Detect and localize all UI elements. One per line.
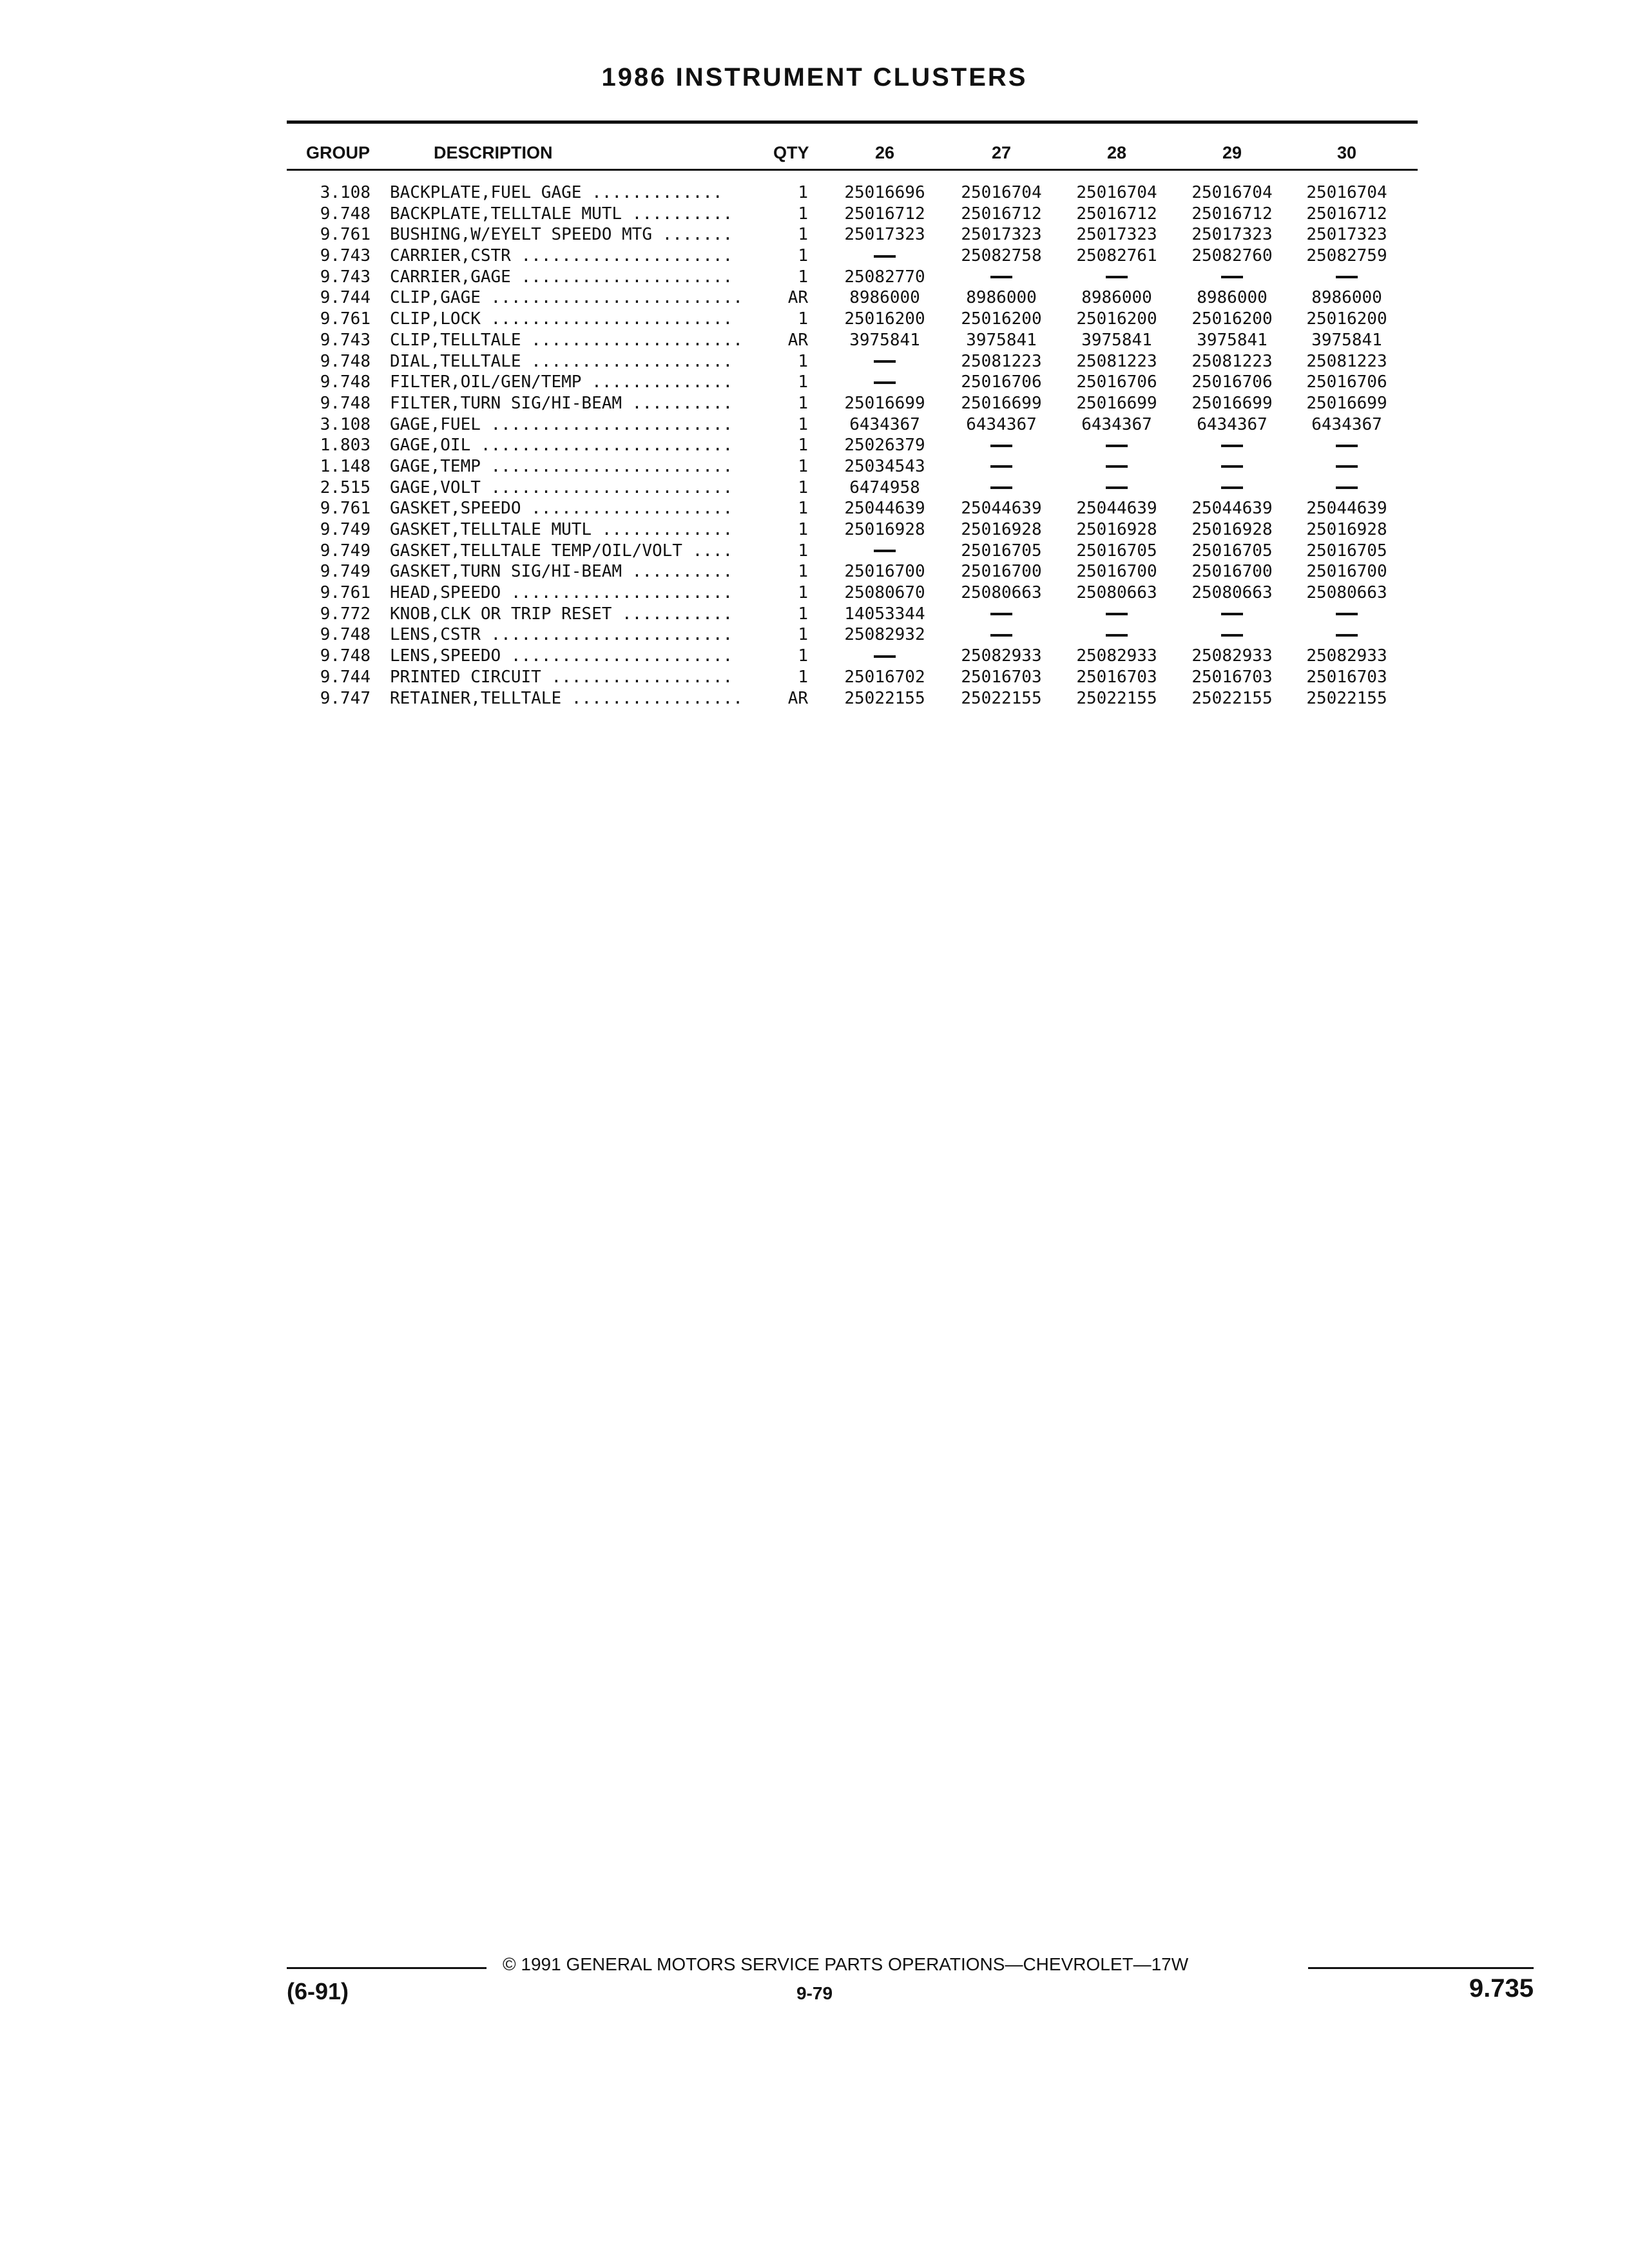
row-description: GAGE,TEMP ........................ xyxy=(390,456,733,476)
not-applicable-dash xyxy=(990,276,1012,278)
row-group: 9.743 xyxy=(320,267,371,287)
row-qty: 1 xyxy=(787,393,808,414)
header-col-29: 29 xyxy=(1222,143,1242,162)
footer-section-number: 9.735 xyxy=(1469,1974,1534,2003)
not-applicable-dash xyxy=(1106,486,1128,489)
row-group: 9.749 xyxy=(320,520,371,539)
row-part-number xyxy=(1289,604,1405,624)
table-row xyxy=(0,267,1629,288)
row-qty: 1 xyxy=(787,309,808,329)
row-part-number: 25016705 xyxy=(1306,541,1387,561)
row-part-number: 25016706 xyxy=(1191,372,1273,392)
row-part-number: 25016702 xyxy=(844,667,925,687)
not-applicable-dash xyxy=(1221,445,1243,447)
row-part-number: 6434367 xyxy=(1081,414,1152,434)
row-part-number xyxy=(827,372,943,392)
row-part-number: 25016928 xyxy=(1076,520,1157,539)
row-part-number: 3975841 xyxy=(966,330,1037,350)
row-part-number: 25017323 xyxy=(844,225,925,245)
row-part-number: 25016200 xyxy=(844,309,925,329)
header-col-27: 27 xyxy=(991,143,1012,162)
table-row xyxy=(0,204,1629,225)
row-part-number xyxy=(827,245,943,266)
row-part-number: 25016699 xyxy=(1306,393,1387,413)
row-part-number xyxy=(827,541,943,561)
row-group: 9.748 xyxy=(320,351,371,371)
row-part-number xyxy=(1174,624,1290,645)
table-row xyxy=(0,561,1629,582)
row-part-number xyxy=(1174,456,1290,477)
not-applicable-dash xyxy=(1221,276,1243,278)
row-group: 2.515 xyxy=(320,477,371,497)
not-applicable-dash xyxy=(1336,445,1358,447)
row-qty: 1 xyxy=(787,456,808,477)
row-description: CLIP,LOCK ........................ xyxy=(390,309,733,329)
table-row xyxy=(0,351,1629,372)
not-applicable-dash xyxy=(990,634,1012,637)
row-part-number: 25016706 xyxy=(1306,372,1387,392)
row-part-number xyxy=(827,351,943,372)
row-part-number: 25016704 xyxy=(1076,183,1157,202)
row-qty: 1 xyxy=(787,435,808,456)
row-group: 9.748 xyxy=(320,393,371,413)
row-part-number: 25080663 xyxy=(1306,583,1387,603)
row-description: GAGE,VOLT ........................ xyxy=(390,477,733,497)
row-part-number xyxy=(1059,604,1175,624)
table-row xyxy=(0,667,1629,688)
row-qty: 1 xyxy=(787,267,808,287)
row-description: PRINTED CIRCUIT .................. xyxy=(390,667,733,687)
not-applicable-dash xyxy=(874,381,896,384)
row-part-number xyxy=(1289,267,1405,287)
not-applicable-dash xyxy=(1221,486,1243,489)
row-part-number: 25016200 xyxy=(1191,309,1273,329)
not-applicable-dash xyxy=(990,486,1012,489)
row-part-number: 6434367 xyxy=(849,414,920,434)
row-part-number: 3975841 xyxy=(1311,330,1382,350)
row-part-number: 25016928 xyxy=(1191,520,1273,539)
row-part-number xyxy=(943,456,1059,477)
row-part-number xyxy=(1059,477,1175,498)
row-part-number: 25016700 xyxy=(1191,562,1273,582)
row-part-number: 25016700 xyxy=(1076,562,1157,582)
row-description: BACKPLATE,TELLTALE MUTL .......... xyxy=(390,204,733,224)
not-applicable-dash xyxy=(990,613,1012,615)
row-part-number: 25016200 xyxy=(961,309,1042,329)
header-col-26: 26 xyxy=(874,143,895,162)
row-part-number: 25044639 xyxy=(961,499,1042,519)
header-col-30: 30 xyxy=(1336,143,1357,162)
row-part-number xyxy=(943,435,1059,456)
row-qty: 1 xyxy=(787,224,808,245)
row-group: 9.748 xyxy=(320,372,371,392)
row-part-number: 25044639 xyxy=(1306,499,1387,519)
row-part-number: 25022155 xyxy=(1191,688,1273,708)
row-part-number xyxy=(943,624,1059,645)
row-qty: 1 xyxy=(787,646,808,666)
row-group: 9.761 xyxy=(320,583,371,603)
row-part-number: 8986000 xyxy=(1081,288,1152,308)
row-part-number: 25082933 xyxy=(961,646,1042,666)
row-description: RETAINER,TELLTALE ................. xyxy=(390,688,743,708)
row-group: 3.108 xyxy=(320,183,371,202)
row-part-number: 25044639 xyxy=(1191,499,1273,519)
row-part-number: 3975841 xyxy=(849,330,920,350)
row-qty: 1 xyxy=(787,414,808,435)
row-description: HEAD,SPEEDO ...................... xyxy=(390,583,733,603)
row-part-number: 25034543 xyxy=(844,456,925,476)
row-part-number: 25081223 xyxy=(1191,351,1273,371)
not-applicable-dash xyxy=(874,360,896,363)
row-part-number xyxy=(943,267,1059,287)
row-part-number: 6434367 xyxy=(1311,414,1382,434)
row-part-number: 25022155 xyxy=(961,688,1042,708)
row-part-number: 25082761 xyxy=(1076,246,1157,266)
not-applicable-dash xyxy=(1106,276,1128,278)
not-applicable-dash xyxy=(990,465,1012,468)
not-applicable-dash xyxy=(1221,634,1243,637)
row-description: CLIP,GAGE ......................... xyxy=(390,288,743,308)
not-applicable-dash xyxy=(1336,613,1358,615)
row-part-number: 25022155 xyxy=(1076,688,1157,708)
row-part-number xyxy=(943,477,1059,498)
row-part-number: 25016700 xyxy=(1306,562,1387,582)
table-row xyxy=(0,182,1629,204)
not-applicable-dash xyxy=(1106,634,1128,637)
row-group: 1.148 xyxy=(320,456,371,476)
row-part-number: 8986000 xyxy=(849,288,920,308)
row-part-number: 3975841 xyxy=(1081,330,1152,350)
row-part-number: 25016200 xyxy=(1076,309,1157,329)
row-description: GASKET,SPEEDO .................... xyxy=(390,499,733,519)
row-group: 9.744 xyxy=(320,288,371,308)
row-part-number xyxy=(1174,604,1290,624)
row-qty: 1 xyxy=(787,498,808,519)
row-part-number: 25016712 xyxy=(844,204,925,224)
row-part-number xyxy=(1174,435,1290,456)
row-part-number: 25016700 xyxy=(961,562,1042,582)
parts-table xyxy=(0,182,1629,709)
row-part-number: 25016928 xyxy=(961,520,1042,539)
row-part-number: 25016704 xyxy=(961,183,1042,202)
table-row xyxy=(0,393,1629,414)
row-description: DIAL,TELLTALE .................... xyxy=(390,351,733,371)
row-qty: 1 xyxy=(787,477,808,498)
row-group: 9.748 xyxy=(320,625,371,645)
table-row xyxy=(0,435,1629,456)
row-description: CLIP,TELLTALE ..................... xyxy=(390,330,743,350)
row-part-number: 25022155 xyxy=(1306,688,1387,708)
row-part-number: 25081223 xyxy=(1306,351,1387,371)
not-applicable-dash xyxy=(990,445,1012,447)
row-part-number: 25016705 xyxy=(961,541,1042,561)
row-part-number: 25080670 xyxy=(844,583,925,603)
row-part-number: 25082759 xyxy=(1306,246,1387,266)
row-part-number: 25017323 xyxy=(1306,225,1387,245)
row-description: BUSHING,W/EYELT SPEEDO MTG ....... xyxy=(390,225,733,245)
row-part-number: 25082760 xyxy=(1191,246,1273,266)
row-qty: 1 xyxy=(787,245,808,266)
row-part-number: 25017323 xyxy=(1191,225,1273,245)
row-qty: 1 xyxy=(787,667,808,687)
row-part-number xyxy=(1059,267,1175,287)
row-part-number: 25016704 xyxy=(1191,183,1273,202)
table-row xyxy=(0,330,1629,351)
row-qty: 1 xyxy=(787,624,808,645)
not-applicable-dash xyxy=(874,655,896,658)
row-part-number: 25016705 xyxy=(1191,541,1273,561)
row-qty: AR xyxy=(787,288,808,308)
header-bottom-rule xyxy=(287,169,1418,171)
row-description: CARRIER,GAGE ..................... xyxy=(390,267,733,287)
row-part-number: 25082770 xyxy=(844,267,925,287)
row-part-number: 25016703 xyxy=(961,667,1042,687)
row-part-number: 25080663 xyxy=(961,583,1042,603)
row-part-number: 25016928 xyxy=(844,520,925,539)
row-part-number: 25016706 xyxy=(1076,372,1157,392)
row-description: GASKET,TURN SIG/HI-BEAM .......... xyxy=(390,562,733,582)
row-qty: 1 xyxy=(787,372,808,392)
footer-rule-right xyxy=(1308,1967,1534,1969)
row-part-number: 14053344 xyxy=(844,604,925,624)
row-part-number: 25082933 xyxy=(1191,646,1273,666)
row-part-number: 25044639 xyxy=(844,499,925,519)
row-part-number xyxy=(1059,456,1175,477)
row-part-number: 25016696 xyxy=(844,183,925,202)
table-row xyxy=(0,646,1629,667)
table-row xyxy=(0,498,1629,519)
row-qty: AR xyxy=(787,330,808,350)
header-group: GROUP xyxy=(306,143,371,162)
row-part-number: 25082932 xyxy=(844,625,925,645)
row-qty: 1 xyxy=(787,351,808,372)
row-group: 9.761 xyxy=(320,309,371,329)
row-part-number: 25016712 xyxy=(961,204,1042,224)
row-part-number: 25016706 xyxy=(961,372,1042,392)
table-row xyxy=(0,477,1629,499)
row-part-number: 8986000 xyxy=(966,288,1037,308)
row-part-number: 25080663 xyxy=(1076,583,1157,603)
not-applicable-dash xyxy=(1336,276,1358,278)
table-row xyxy=(0,582,1629,604)
row-part-number: 8986000 xyxy=(1311,288,1382,308)
row-part-number: 25016928 xyxy=(1306,520,1387,539)
row-part-number: 25016699 xyxy=(961,393,1042,413)
row-group: 9.748 xyxy=(320,204,371,224)
not-applicable-dash xyxy=(1106,613,1128,615)
not-applicable-dash xyxy=(1106,445,1128,447)
row-part-number xyxy=(1289,624,1405,645)
table-row xyxy=(0,224,1629,245)
table-row xyxy=(0,624,1629,646)
row-part-number xyxy=(827,646,943,666)
row-description: KNOB,CLK OR TRIP RESET ........... xyxy=(390,604,733,624)
row-part-number: 3975841 xyxy=(1197,330,1268,350)
row-description: GASKET,TELLTALE TEMP/OIL/VOLT .... xyxy=(390,541,733,561)
not-applicable-dash xyxy=(874,550,896,552)
table-row xyxy=(0,688,1629,709)
row-part-number xyxy=(1289,477,1405,498)
row-group: 9.748 xyxy=(320,646,371,666)
table-row xyxy=(0,309,1629,330)
not-applicable-dash xyxy=(1336,634,1358,637)
row-part-number: 25026379 xyxy=(844,436,925,456)
table-row xyxy=(0,414,1629,436)
row-group: 3.108 xyxy=(320,414,371,434)
row-part-number: 8986000 xyxy=(1197,288,1268,308)
row-part-number: 25016699 xyxy=(1191,393,1273,413)
row-group: 9.761 xyxy=(320,499,371,519)
row-qty: 1 xyxy=(787,204,808,224)
row-description: FILTER,TURN SIG/HI-BEAM .......... xyxy=(390,393,733,413)
row-part-number: 6474958 xyxy=(849,477,920,497)
row-part-number: 25016705 xyxy=(1076,541,1157,561)
page-title: 1986 INSTRUMENT CLUSTERS xyxy=(601,63,1028,91)
row-part-number: 25016700 xyxy=(844,562,925,582)
header-description: DESCRIPTION xyxy=(434,143,553,162)
row-part-number: 25016703 xyxy=(1191,667,1273,687)
header-top-rule xyxy=(287,120,1418,124)
row-group: 9.761 xyxy=(320,225,371,245)
row-group: 9.749 xyxy=(320,562,371,582)
row-part-number: 6434367 xyxy=(966,414,1037,434)
header-qty: QTY xyxy=(773,143,809,162)
row-part-number: 25016699 xyxy=(1076,393,1157,413)
row-part-number: 25016712 xyxy=(1076,204,1157,224)
row-qty: AR xyxy=(787,688,808,708)
table-row xyxy=(0,604,1629,625)
row-group: 9.772 xyxy=(320,604,371,624)
row-qty: 1 xyxy=(787,519,808,540)
footer-date: (6-91) xyxy=(287,1978,349,2004)
header-col-28: 28 xyxy=(1106,143,1127,162)
not-applicable-dash xyxy=(1106,465,1128,468)
row-part-number: 25044639 xyxy=(1076,499,1157,519)
row-description: LENS,CSTR ........................ xyxy=(390,625,733,645)
row-part-number: 25081223 xyxy=(1076,351,1157,371)
table-row xyxy=(0,245,1629,267)
footer-rule-left xyxy=(287,1967,487,1969)
footer-page-number: 9-79 xyxy=(796,1983,833,2003)
not-applicable-dash xyxy=(1221,465,1243,468)
row-part-number: 25017323 xyxy=(1076,225,1157,245)
row-part-number xyxy=(1289,456,1405,477)
not-applicable-dash xyxy=(1336,465,1358,468)
row-qty: 1 xyxy=(787,561,808,582)
row-part-number: 25082933 xyxy=(1076,646,1157,666)
row-description: CARRIER,CSTR ..................... xyxy=(390,246,733,266)
row-part-number xyxy=(943,604,1059,624)
row-description: LENS,SPEEDO ...................... xyxy=(390,646,733,666)
row-part-number: 25081223 xyxy=(961,351,1042,371)
row-part-number: 25016699 xyxy=(844,393,925,413)
row-part-number xyxy=(1174,267,1290,287)
row-part-number: 25016703 xyxy=(1306,667,1387,687)
footer-copyright: © 1991 GENERAL MOTORS SERVICE PARTS OPERATIONS—CHEVROLET—17W xyxy=(503,1954,1189,1974)
row-part-number: 25016703 xyxy=(1076,667,1157,687)
row-description: FILTER,OIL/GEN/TEMP .............. xyxy=(390,372,733,392)
row-group: 9.747 xyxy=(320,688,371,708)
row-part-number: 25022155 xyxy=(844,688,925,708)
row-part-number: 25017323 xyxy=(961,225,1042,245)
row-group: 9.743 xyxy=(320,246,371,266)
not-applicable-dash xyxy=(1336,486,1358,489)
table-row xyxy=(0,456,1629,477)
row-part-number: 25016704 xyxy=(1306,183,1387,202)
row-description: GASKET,TELLTALE MUTL ............. xyxy=(390,520,733,539)
row-part-number: 6434367 xyxy=(1197,414,1268,434)
row-group: 9.743 xyxy=(320,330,371,350)
row-part-number: 25016712 xyxy=(1191,204,1273,224)
row-part-number: 25082758 xyxy=(961,246,1042,266)
row-part-number xyxy=(1289,435,1405,456)
row-qty: 1 xyxy=(787,582,808,603)
row-description: BACKPLATE,FUEL GAGE ............. xyxy=(390,183,723,202)
row-part-number: 25016712 xyxy=(1306,204,1387,224)
row-part-number xyxy=(1059,624,1175,645)
row-part-number: 25082933 xyxy=(1306,646,1387,666)
row-part-number xyxy=(1174,477,1290,498)
table-row xyxy=(0,287,1629,309)
row-group: 9.744 xyxy=(320,667,371,687)
row-group: 9.749 xyxy=(320,541,371,561)
row-qty: 1 xyxy=(787,604,808,624)
row-group: 1.803 xyxy=(320,436,371,456)
row-qty: 1 xyxy=(787,182,808,203)
row-part-number: 25080663 xyxy=(1191,583,1273,603)
row-part-number: 25016200 xyxy=(1306,309,1387,329)
not-applicable-dash xyxy=(1221,613,1243,615)
row-description: GAGE,OIL ......................... xyxy=(390,436,733,456)
row-part-number xyxy=(1059,435,1175,456)
not-applicable-dash xyxy=(874,255,896,258)
row-qty: 1 xyxy=(787,541,808,561)
row-description: GAGE,FUEL ........................ xyxy=(390,414,733,434)
table-row xyxy=(0,372,1629,393)
table-row xyxy=(0,541,1629,562)
table-row xyxy=(0,519,1629,541)
